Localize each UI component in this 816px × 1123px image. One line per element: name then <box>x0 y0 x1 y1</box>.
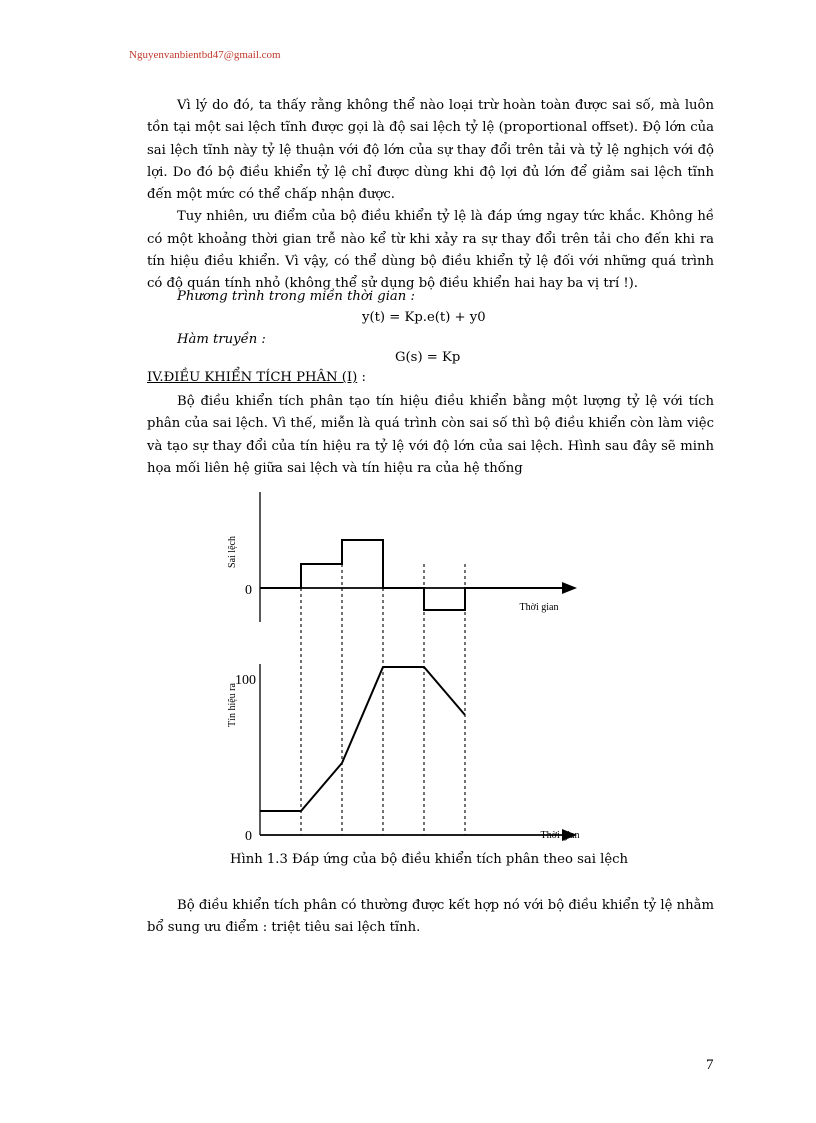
figure-caption: Hình 1.3 Đáp ứng của bộ điều khiển tích phân theo sai lệch <box>230 852 629 867</box>
output-series-line <box>260 667 465 811</box>
transfer-function-label: Hàm truyền : <box>177 332 266 347</box>
error-series-line <box>260 540 568 610</box>
error-x-label: Thời gian <box>519 602 559 613</box>
paragraph-closing: Bộ điều khiển tích phân có thường được kết hợp nó với bộ điều khiển tỷ lệ nhằm bổ sung ưu điểm : triệt tiêu sai lệch tĩnh. <box>147 898 714 936</box>
error-y-label: Sai lệch <box>227 536 238 568</box>
header-email: Nguyenvanbientbd47@gmail.com <box>129 49 281 61</box>
output-tick-100: 100 <box>235 673 256 688</box>
body-block-2 <box>147 391 714 480</box>
formula-transfer-function: G(s) = Kp <box>395 350 461 365</box>
body-block-3 <box>147 895 714 940</box>
section-heading <box>147 370 366 385</box>
section-title: ĐIỀU KHIỂN TÍCH PHÂN (I) <box>163 370 358 385</box>
output-tick-0: 0 <box>245 829 252 844</box>
page-number: 7 <box>706 1057 714 1073</box>
output-x-label: Thời gian <box>540 830 580 841</box>
formula-time-domain: y(t) = Kp.e(t) + y0 <box>362 310 486 325</box>
paragraph-proportional-advantage: Tuy nhiên, ưu điểm của bộ điều khiển tỷ lệ là đáp ứng ngay tức khắc. Không hề có một khoảng thời gian trễ nào kể từ khi xảy ra sự thay đổi trên tải cho đến khi ra tín hiệu điều khiển. Vì vậy, có thể dùng bộ điều khiển tỷ lệ đối với những quá trình có độ quán tính nhỏ (không thể sử dụng bộ điều khiển hai hay ba vị trí !). <box>147 209 714 292</box>
output-y-label: Tín hiệu ra <box>227 683 238 727</box>
section-number: IV. <box>147 370 164 385</box>
time-domain-label: Phương trình trong miền thời gian : <box>177 289 415 304</box>
section-suffix: : <box>357 370 366 385</box>
paragraph-integral-control: Bộ điều khiển tích phân tạo tín hiệu điều khiển bằng một lượng tỷ lệ với tích phân của sai lệch. Vì thế, miễn là quá trình còn sai số thì bộ điều khiển còn làm việc và tạo sự thay đổi của tín hiệu ra tỷ lệ với độ lớn của sai lệch. Hình sau đây sẽ minh họa mối liên hệ giữa sai lệch và tín hiệu ra của hệ thống <box>147 394 714 476</box>
body-block-1 <box>147 95 714 296</box>
paragraph-static-error: Vì lý do đó, ta thấy rằng không thể nào loại trừ hoàn toàn được sai số, mà luôn tồn tại một sai lệch tĩnh được gọi là độ sai lệch tỷ lệ (proportional offset). Độ lớn của sai lệch tĩnh này tỷ lệ thuận với độ lớn của sự thay đổi trên tải và tỷ lệ nghịch với độ lợi. Do đó bộ điều khiển tỷ lệ chỉ được dùng khi độ lợi đủ lớn để giảm sai lệch tĩnh đến một mức có thể chấp nhận được. <box>147 98 714 203</box>
figure-integral-response <box>0 480 816 860</box>
error-tick-0: 0 <box>245 583 252 598</box>
